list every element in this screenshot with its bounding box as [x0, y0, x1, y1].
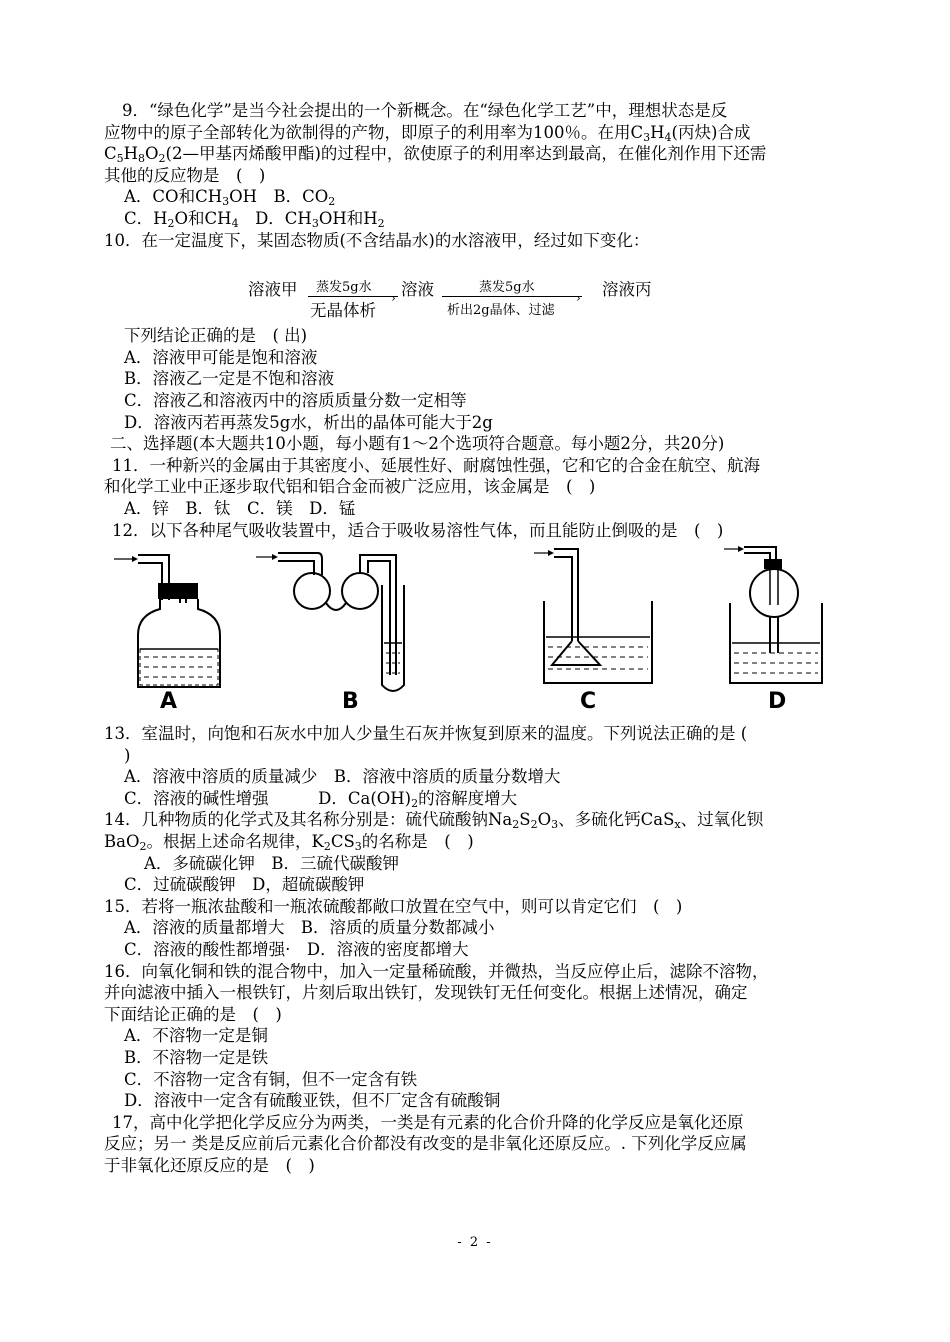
- flow-solution-b: 溶液: [401, 280, 434, 300]
- q13-line2: ): [124, 745, 131, 765]
- apparatus-b: [256, 545, 426, 695]
- q15-options-ab: A．溶液的质量都增大 B．溶质的质量分数都减小: [124, 918, 495, 938]
- flow-arrow1-line: [308, 296, 398, 297]
- q16-option-c: C．不溶物一定含有铜，但不一定含有铁: [124, 1069, 418, 1089]
- apparatus-a: [114, 545, 234, 695]
- flow-arrow2-bottom-label: 析出2g晶体、过滤: [447, 303, 555, 319]
- q14-line2: BaO$_2$。根据上述命名规律，$K_2CS_3$的名称是 ( ): [104, 832, 474, 854]
- q9-line4: 其他的反应物是 ( ): [104, 165, 266, 185]
- q13-options-ab: A．溶液中溶质的质量减少 B．溶液中溶质的质量分数增大: [124, 767, 561, 787]
- page-content: [104, 100, 849, 1177]
- q17-line1: 17，高中化学把化学反应分为两类，一类是有元素的化合价升降的化学反应是氧化还原: [112, 1112, 744, 1132]
- q9-line1: 9．“绿色化学”是当今社会提出的一个新概念。在“绿色化学工艺”中，理想状态是反: [122, 101, 728, 120]
- q11-line1: 11．一种新兴的金属由于其密度小、延展性好、耐腐蚀性强，它和它的合金在航空、航海: [112, 455, 760, 475]
- q10-ask: 下列结论正确的是 ( 出): [124, 326, 308, 346]
- q15-options-cd: C．溶液的酸性都增强· D．溶液的密度都增大: [124, 940, 469, 960]
- q14-options-cd: C．过硫碳酸钾 D，超硫碳酸钾: [124, 875, 365, 895]
- q14-options-ab: A．多硫碳化钾 B．三硫代碳酸钾: [144, 853, 400, 873]
- apparatus-c-label: C: [580, 689, 597, 715]
- apparatus-d: [724, 545, 834, 695]
- q16-option-b: B．不溶物一定是铁: [124, 1048, 269, 1067]
- q9-options-cd: C．$H_2O$和$CH_4$ D．$CH_3OH$和$H_2$: [124, 208, 385, 230]
- q15-line1: 15．若将一瓶浓盐酸和一瓶浓硫酸都敞口放置在空气中，则可以肯定它们 ( ): [104, 896, 683, 916]
- q11-line2: 和化学工业中正逐步取代铝和铝合金而被广泛应用，该金属是 ( ): [104, 477, 596, 497]
- page-number: - 2 -: [457, 1235, 493, 1250]
- q11-options: A．锌 B．钛 C．镁 D．锰: [124, 498, 356, 518]
- section-2-heading: 二、选择题(本大题共10小题，每小题有1～2个选项符合题意。每小题2分，共20分): [110, 434, 725, 454]
- q14-line1: 14．几种物质的化学式及其名称分别是：硫代硫酸钠$Na_2S_2O_3$、多硫化钙CaS$_x$、过氧化钡: [104, 810, 764, 832]
- flow-arrow2-line: [442, 296, 582, 297]
- flow-arrow2-top-label: 蒸发5g水: [479, 280, 535, 296]
- q16-line3: 下面结论正确的是 ( ): [104, 1004, 282, 1024]
- flow-arrow2-head: ›: [576, 291, 581, 306]
- q13-line1: 13．室温时，向饱和石灰水中加人少量生石灰并恢复到原来的温度。下列说法正确的是 (: [104, 724, 748, 744]
- flow-arrow1-top-label: 蒸发5g水: [316, 280, 372, 296]
- q13-options-cd: C．溶液的碱性增强 D．$Ca(OH)_2$的溶解度增大: [124, 788, 518, 810]
- apparatus-d-label: D: [768, 689, 787, 715]
- q16-option-a: A．不溶物一定是铜: [124, 1026, 268, 1046]
- q9-options-ab: A．CO和$CH_3OH$ B．$CO_2$: [124, 187, 336, 209]
- apparatus-c: [534, 545, 674, 695]
- q17-line2: 反应；另一 类是反应前后元素化合价都没有改变的是非氧化还原反应。. 下列化学反应属: [104, 1134, 747, 1154]
- flow-arrow1-bottom-label: 无晶体析: [310, 301, 376, 321]
- flow-solution-c: 溶液丙: [602, 280, 652, 300]
- q16-option-d: D．溶液中一定含有硫酸亚铁，但不厂定含有硫酸铜: [124, 1091, 501, 1111]
- q9-line3: $C_5H_8O_2(2—$甲基丙烯酸甲酯)的过程中，欲使原子的利用率达到最高，在催化剂作用下还需: [104, 144, 767, 166]
- q10-option-c: C．溶液乙和溶液丙中的溶质质量分数一定相等: [124, 390, 467, 410]
- q10-flow-diagram: [104, 267, 849, 325]
- q17-line3: 于非氧化还原反应的是 ( ): [104, 1155, 315, 1175]
- q9-line2: 应物中的原子全部转化为欲制得的产物，即原子的利用率为100％。在用$C_3H_4$(丙炔)合成: [104, 122, 751, 144]
- q10-stem: 10．在一定温度下，某固态物质(不含结晶水)的水溶液甲，经过如下变化：: [104, 230, 650, 250]
- q16-line1: 16．向氧化铜和铁的混合物中，加入一定量稀硫酸，并微热，当反应停止后，滤除不溶物，: [104, 961, 769, 981]
- apparatus-b-label: B: [342, 689, 359, 715]
- flow-arrow1-head: ›: [391, 291, 396, 306]
- q12-apparatus-figures: [104, 545, 849, 723]
- q16-line2: 并向滤液中插入一根铁钉，片刻后取出铁钉，发现铁钉无任何变化。根据上述情况，确定: [104, 983, 748, 1003]
- apparatus-a-label: A: [160, 689, 178, 715]
- flow-solution-a: 溶液甲: [248, 280, 298, 300]
- q10-option-d: D．溶液丙若再蒸发5g水，析出的晶体可能大于2g: [124, 412, 493, 432]
- q12-stem: 12．以下各种尾气吸收装置中，适合于吸收易溶性气体，而且能防止倒吸的是 ( ): [112, 520, 724, 540]
- q10-option-a: A．溶液甲可能是饱和溶液: [124, 347, 318, 367]
- q10-option-b: B．溶液乙一定是不饱和溶液: [124, 369, 335, 389]
